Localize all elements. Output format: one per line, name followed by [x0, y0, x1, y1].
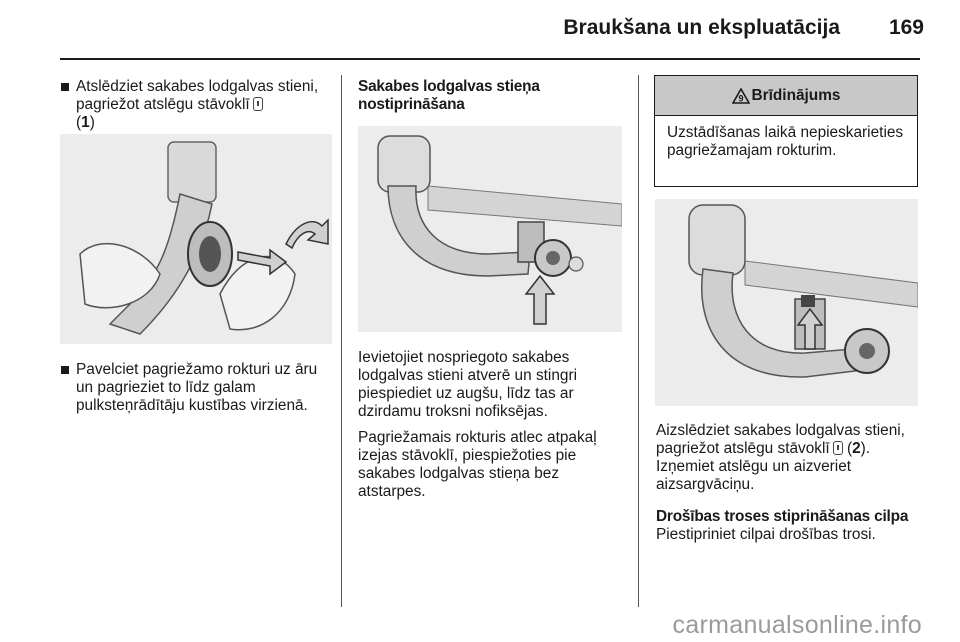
figure-reference: 1: [81, 114, 90, 131]
page-number: 169: [888, 16, 924, 39]
middle-column-text: [358, 349, 628, 501]
header-divider: [60, 58, 920, 60]
page-header: [0, 0, 960, 62]
watermark-text: carmanualsonline.info: [672, 611, 922, 639]
instruction-paragraph-1: Ievietojiet nospriegoto sakabes lodgalvas stieni atverē un stingri piespiediet uz augšu, līdz tas ar dzirdamu troksni nofiksējas.: [358, 349, 578, 420]
key-position-icon: [253, 97, 263, 111]
column-divider-2: [638, 75, 639, 607]
svg-text:9: 9: [738, 93, 744, 103]
figure-unlock-hitch: [60, 134, 332, 344]
warning-triangle-icon: [732, 88, 750, 104]
bullet-square-icon: [61, 366, 69, 374]
tow-hitch-unlock-illustration: [60, 134, 332, 344]
figure-insert-hitch: [358, 126, 622, 332]
figure-reference: 2: [852, 440, 861, 457]
instruction-step-1: Atslēdziet sakabes lodgalvas stieni, pagriežot atslēgu stāvoklī (1): [60, 78, 332, 132]
left-column: [60, 78, 332, 132]
warning-text: Uzstādīšanas laikā nepieskarieties pagriežamajam rokturim.: [667, 124, 904, 159]
instruction-paragraph-3: Aizslēdziet sakabes lodgalvas stieni, pagriežot atslēgu stāvoklī (2). Izņemiet atslēgu un aizveriet aizsargvāciņu.: [656, 422, 905, 493]
tow-hitch-locked-illustration: [655, 199, 918, 406]
warning-title: Brīdinājums: [751, 86, 841, 104]
key-position-icon: [833, 441, 843, 455]
right-column-text: [656, 422, 926, 544]
figure-lock-hitch: [655, 199, 918, 406]
left-column-step2: [60, 361, 332, 415]
instruction-step-2: Pavelciet pagriežamo rokturi uz āru un pagrieziet to līdz galam pulksteņrādītāju kustības virzienā.: [60, 361, 332, 415]
warning-header: [655, 76, 917, 116]
instruction-paragraph-2: Pagriežamais rokturis atlec atpakaļ izejas stāvoklī, piespiežoties pie sakabes lodgalvas stieņa bez atstarpes.: [358, 429, 597, 500]
bullet-square-icon: [61, 83, 69, 91]
middle-column-heading: [358, 78, 628, 114]
column-divider-1: [341, 75, 342, 607]
section-heading: Sakabes lodgalvas stieņa nostiprināšana: [358, 78, 540, 113]
warning-box: [654, 75, 918, 187]
section-title: Braukšana un ekspluatācija: [563, 16, 840, 39]
subsection-heading: Drošības troses stiprināšanas cilpa: [656, 508, 909, 525]
tow-hitch-insert-illustration: [358, 126, 622, 332]
instruction-paragraph-4: Piestipriniet cilpai drošības trosi.: [656, 526, 876, 543]
